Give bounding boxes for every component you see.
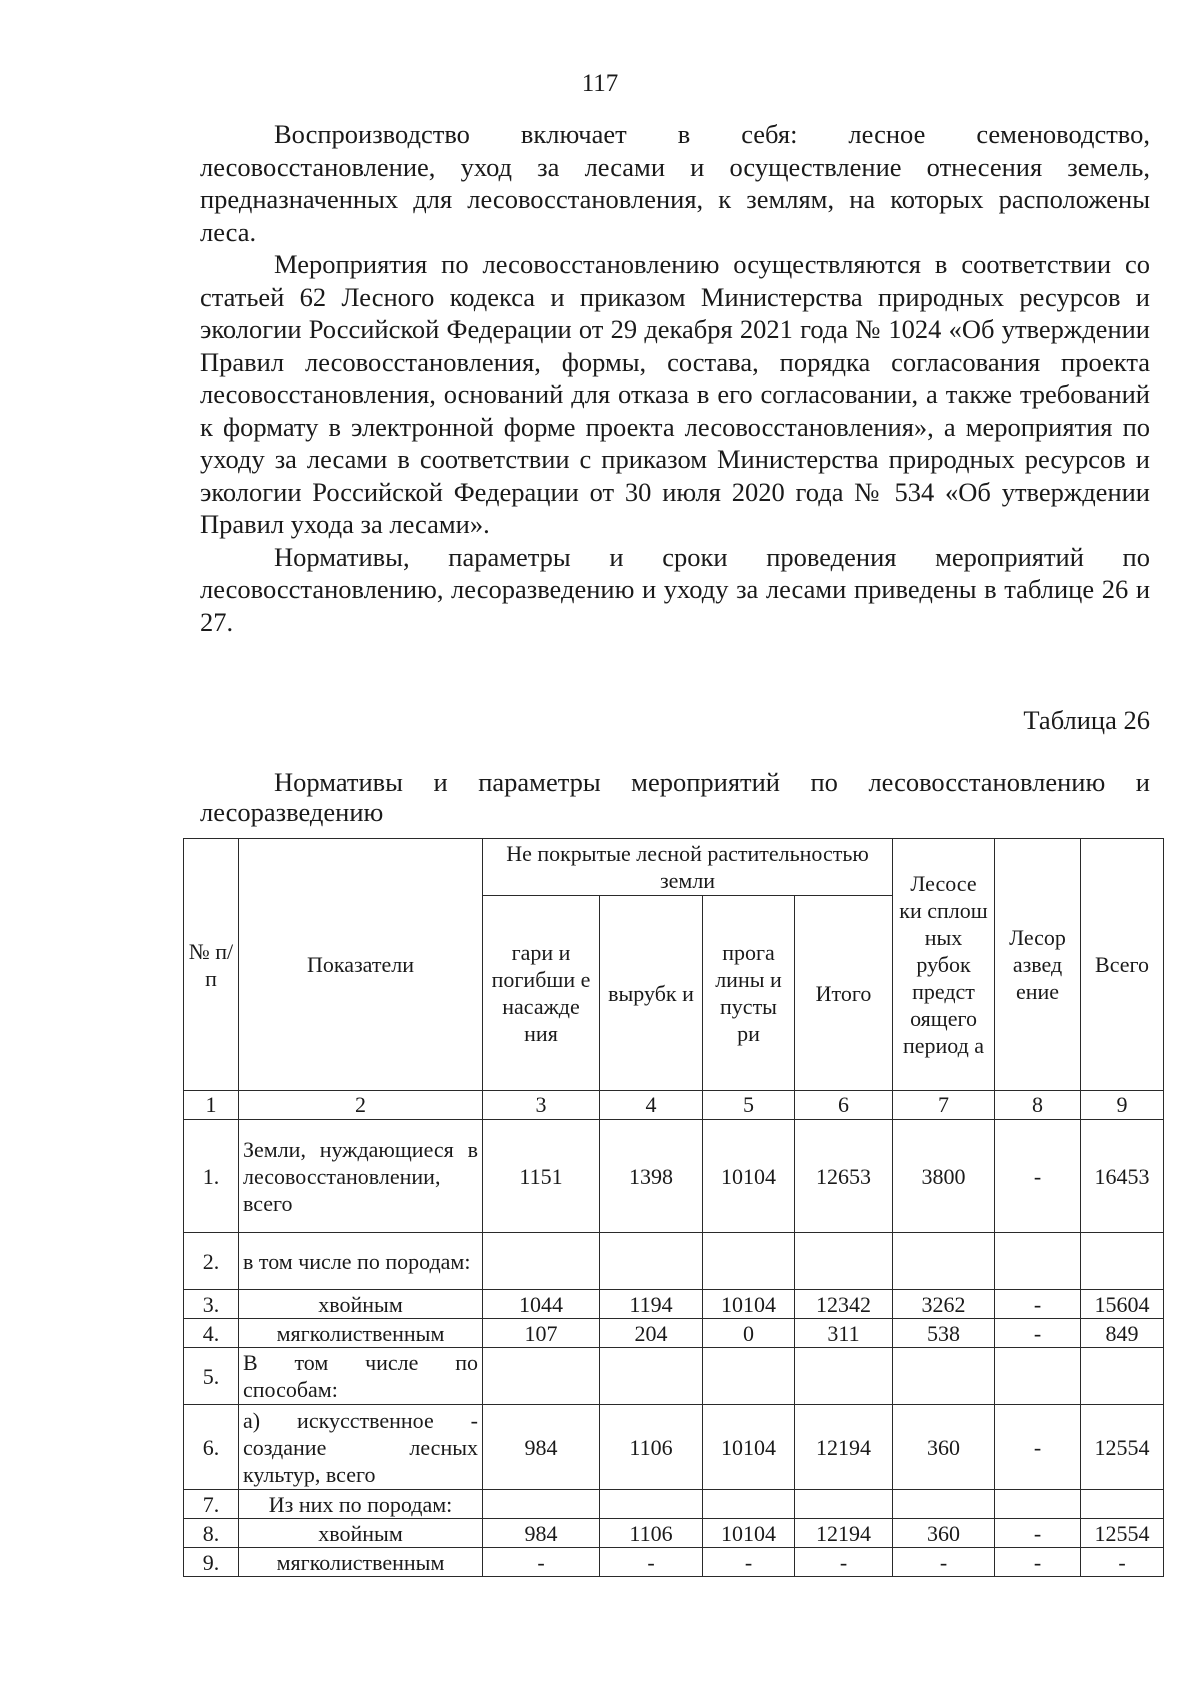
cell: 3800	[893, 1120, 995, 1233]
cell: -	[995, 1519, 1081, 1548]
paragraph: Нормативы, параметры и сроки проведения мероприятий по лесовосстановлению, лесоразведению и уходу за лесами приведены в таблице 26 и 27.	[200, 541, 1150, 637]
cell: 1194	[600, 1290, 703, 1319]
cell: -	[483, 1548, 600, 1577]
cell: -	[995, 1319, 1081, 1348]
cell	[703, 1233, 795, 1290]
table-row	[184, 1490, 1164, 1519]
row-num: 3.	[184, 1290, 239, 1319]
column-number-row	[184, 1091, 1164, 1120]
header-gaps: прога лины и пусты ри	[703, 896, 795, 1091]
cell	[893, 1348, 995, 1405]
column-number: 9	[1081, 1091, 1164, 1120]
cell	[893, 1490, 995, 1519]
cell: 16453	[1081, 1120, 1164, 1233]
cell: 15604	[1081, 1290, 1164, 1319]
cell: 1044	[483, 1290, 600, 1319]
cell	[1081, 1233, 1164, 1290]
table-caption: Таблица 26	[1023, 705, 1150, 735]
row-label: хвойным	[239, 1290, 483, 1319]
cell	[795, 1490, 893, 1519]
cell: 1398	[600, 1120, 703, 1233]
row-label: а) искусственное - создание лесных культур, всего	[239, 1405, 483, 1490]
cell	[795, 1348, 893, 1405]
cell	[795, 1233, 893, 1290]
paragraph: Мероприятия по лесовосстановлению осуществляются в соответствии со статьей 62 Лесного кодекса и приказом Министерства природных ресурсов и экологии Российской Федерации от 29 декабря 2021 года № 1024 «Об утверждении Правил лесовосстановления, формы, состава, порядка согласования проекта лесовосстановления, оснований для отказа в его согласовании, а также требований к формату в электронной форме проекта лесовосстановления», а мероприятия по уходу за лесами в соответствии с приказом Министерства природных ресурсов и экологии Российской Федерации от 30 июля 2020 года № 534 «Об утверждении Правил ухода за лесами».	[200, 249, 1150, 539]
header-subtotal: Итого	[795, 896, 893, 1091]
cell: 1106	[600, 1519, 703, 1548]
cell: 311	[795, 1319, 893, 1348]
cell: -	[600, 1548, 703, 1577]
row-label: В том числе по способам:	[239, 1348, 483, 1405]
column-number: 5	[703, 1091, 795, 1120]
cell: 10104	[703, 1405, 795, 1490]
cell: 360	[893, 1405, 995, 1490]
row-label: мягколиственным	[239, 1319, 483, 1348]
row-num: 1.	[184, 1120, 239, 1233]
table-header-row	[184, 839, 1164, 896]
cell	[483, 1233, 600, 1290]
cell	[600, 1348, 703, 1405]
cell: 107	[483, 1319, 600, 1348]
cell: -	[703, 1548, 795, 1577]
cell	[893, 1233, 995, 1290]
cell: 10104	[703, 1519, 795, 1548]
table-row	[184, 1519, 1164, 1548]
cell: 12194	[795, 1519, 893, 1548]
cell	[483, 1490, 600, 1519]
column-number: 1	[184, 1091, 239, 1120]
column-number: 2	[239, 1091, 483, 1120]
cell: 12554	[1081, 1405, 1164, 1490]
cell: 3262	[893, 1290, 995, 1319]
header-total: Всего	[1081, 839, 1164, 1091]
column-number: 8	[995, 1091, 1081, 1120]
cell	[995, 1490, 1081, 1519]
row-num: 5.	[184, 1348, 239, 1405]
cell: 204	[600, 1319, 703, 1348]
table-row	[184, 1348, 1164, 1405]
header-burned: гари и погибши е насажде ния	[483, 896, 600, 1091]
row-label: в том числе по породам:	[239, 1233, 483, 1290]
header-not-covered-group: Не покрытые лесной растительностью земли	[483, 839, 893, 896]
cell: 12653	[795, 1120, 893, 1233]
cell: 10104	[703, 1290, 795, 1319]
body-text	[200, 118, 1150, 638]
row-label: хвойным	[239, 1519, 483, 1548]
cell: -	[1081, 1548, 1164, 1577]
cell	[995, 1233, 1081, 1290]
cell: 984	[483, 1519, 600, 1548]
cell: -	[893, 1548, 995, 1577]
cell: 849	[1081, 1319, 1164, 1348]
table-row	[184, 1319, 1164, 1348]
cell: 12342	[795, 1290, 893, 1319]
header-cutovers: вырубк и	[600, 896, 703, 1091]
cell: 12554	[1081, 1519, 1164, 1548]
table-row	[184, 1290, 1164, 1319]
cell: 360	[893, 1519, 995, 1548]
header-num: № п/п	[184, 839, 239, 1091]
cell	[703, 1348, 795, 1405]
row-label: Из них по породам:	[239, 1490, 483, 1519]
row-num: 8.	[184, 1519, 239, 1548]
table-title: Нормативы и параметры мероприятий по лесовосстановлению и лесоразведению	[200, 767, 1150, 827]
header-indicator: Показатели	[239, 839, 483, 1091]
table-row	[184, 1548, 1164, 1577]
cell	[703, 1490, 795, 1519]
row-num: 4.	[184, 1319, 239, 1348]
row-num: 7.	[184, 1490, 239, 1519]
header-clear-cut: Лесосе ки сплош ных рубок предст оящего период а	[893, 839, 995, 1091]
column-number: 3	[483, 1091, 600, 1120]
cell	[600, 1490, 703, 1519]
row-num: 6.	[184, 1405, 239, 1490]
cell: 1106	[600, 1405, 703, 1490]
column-number: 4	[600, 1091, 703, 1120]
cell	[600, 1233, 703, 1290]
cell	[1081, 1348, 1164, 1405]
cell: -	[995, 1120, 1081, 1233]
table-row	[184, 1120, 1164, 1233]
column-number: 7	[893, 1091, 995, 1120]
cell	[483, 1348, 600, 1405]
column-number: 6	[795, 1091, 893, 1120]
cell: -	[995, 1405, 1081, 1490]
row-label: Земли, нуждающиеся в лесовосстановлении, всего	[239, 1120, 483, 1233]
cell: 10104	[703, 1120, 795, 1233]
table-row	[184, 1233, 1164, 1290]
cell: 538	[893, 1319, 995, 1348]
cell	[1081, 1490, 1164, 1519]
reforestation-table	[183, 838, 1164, 1577]
header-afforestation: Лесор азвед ение	[995, 839, 1081, 1091]
cell	[995, 1348, 1081, 1405]
cell: -	[995, 1548, 1081, 1577]
cell: 1151	[483, 1120, 600, 1233]
paragraph: Воспроизводство включает в себя: лесное семеноводство, лесовосстановление, уход за лесами и осуществление отнесения земель, предназначенных для лесовосстановления, к землям, на которых расположены леса.	[200, 119, 1150, 247]
cell: 12194	[795, 1405, 893, 1490]
cell: -	[995, 1290, 1081, 1319]
cell: -	[795, 1548, 893, 1577]
row-num: 9.	[184, 1548, 239, 1577]
row-label: мягколиственным	[239, 1548, 483, 1577]
row-num: 2.	[184, 1233, 239, 1290]
page-number: 117	[581, 70, 619, 97]
cell: 0	[703, 1319, 795, 1348]
table-row	[184, 1405, 1164, 1490]
cell: 984	[483, 1405, 600, 1490]
